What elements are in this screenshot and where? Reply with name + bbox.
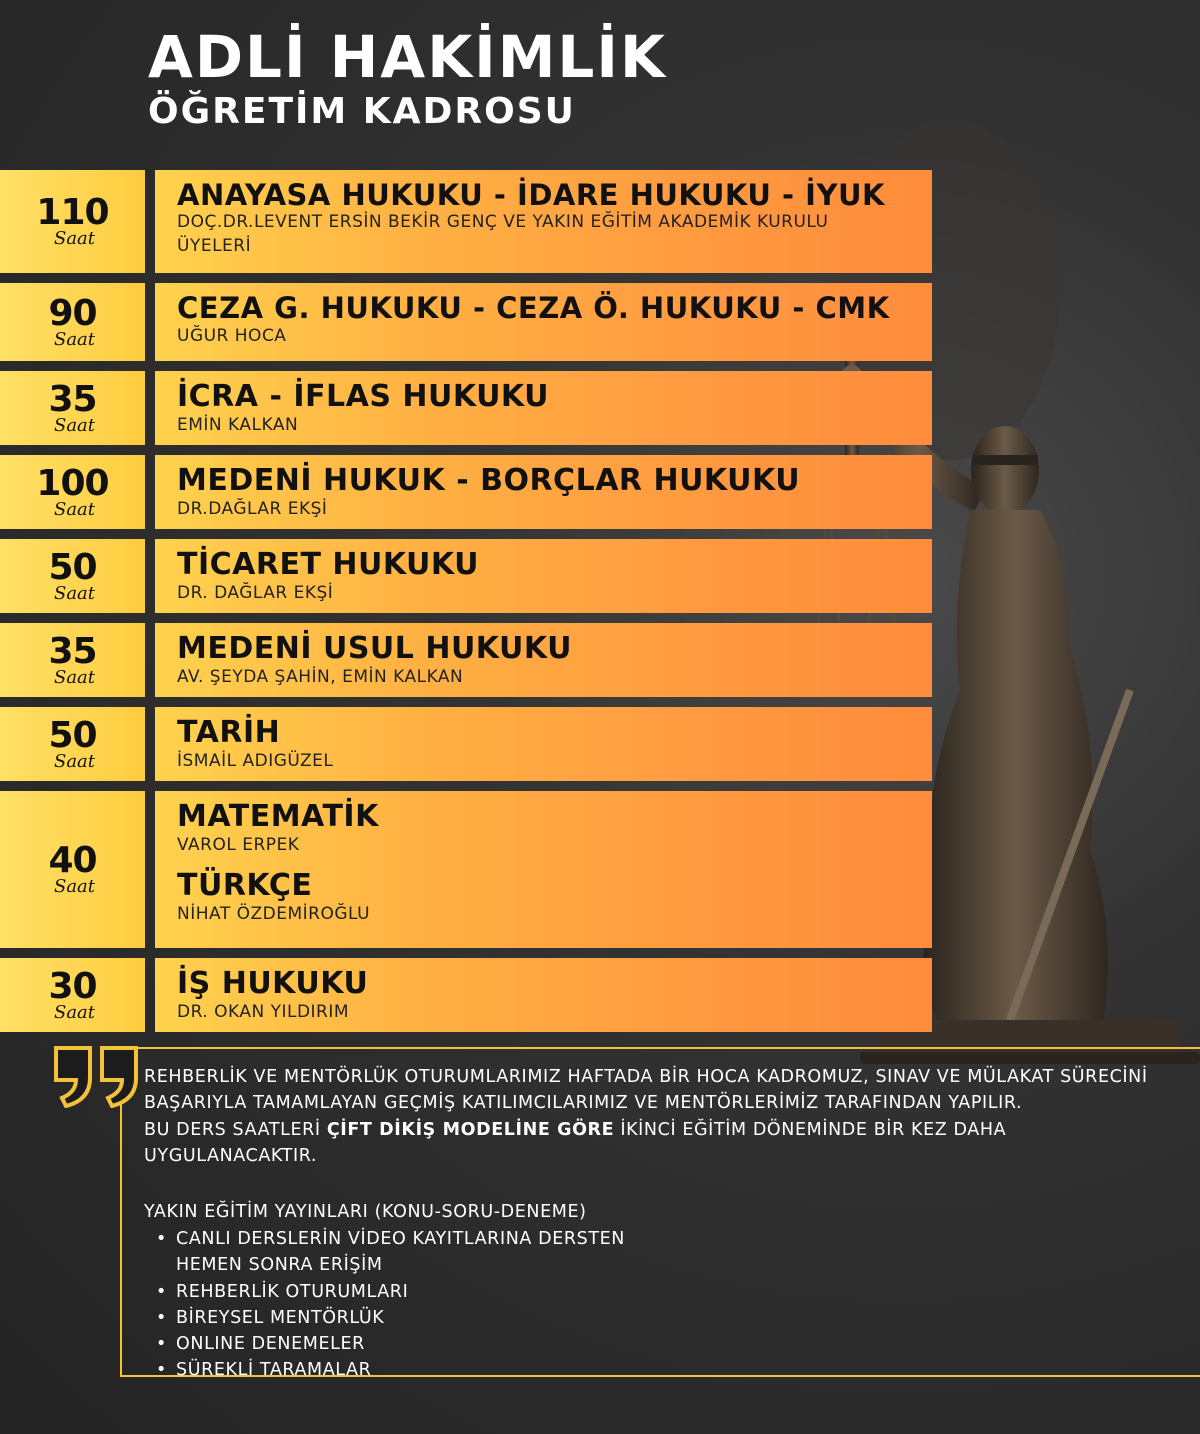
hours-value: 90 [48,292,97,334]
info-paragraphs [144,1064,1154,1169]
info-paragraph-2-post: İKİNCİ EĞİTİM DÖNEMİNDE BİR KEZ DAHA UYGULANACAKTIR. [144,1119,1007,1166]
course-teacher-2: NİHAT ÖZDEMİROĞLU [177,904,371,925]
info-paragraph-2-pre: BU DERS SAATLERİ [144,1119,327,1140]
course-row-icra [0,371,932,445]
hours-value: 35 [48,378,97,420]
hours-badge [0,455,145,529]
course-teacher: DR. DAĞLAR EKŞİ [177,583,334,604]
hours-badge [0,283,145,361]
hours-value: 110 [36,192,109,234]
hours-badge [0,791,145,948]
hours-badge [0,623,145,697]
course-row-anayasa [0,170,932,273]
info-paragraph-2 [144,1117,1154,1170]
hours-badge [0,539,145,613]
course-name: İCRA - İFLAS HUKUKU [177,379,550,414]
course-row-matematik-turkce [0,791,932,948]
course-name: İŞ HUKUKU [177,966,369,1001]
title-line-2: ÖĞRETİM KADROSU [148,91,576,132]
course-row-ticaret [0,539,932,613]
hours-value: 40 [48,840,97,882]
course-name: ANAYASA HUKUKU - İDARE HUKUKU - İYUK [177,178,885,212]
course-row-medeni-usul [0,623,932,697]
hours-unit: Saat [53,498,96,520]
course-info [155,791,932,948]
title-line-1: ADLİ HAKİMLİK [148,23,667,91]
info-paragraph-1: REHBERLİK VE MENTÖRLÜK OTURUMLARIMIZ HAFTADA BİR HOCA KADROMUZ, SINAV VE MÜLAKAT SÜRECİNİ BAŞARIYLA TAMAMLAYAN GEÇMİŞ KATILIMCILARIMIZ VE MENTÖRLERİMİZ TARAFINDAN YAPILIR. [144,1067,1148,1114]
course-info [155,455,932,529]
hours-unit: Saat [53,582,96,604]
list-title: YAKIN EĞİTİM YAYINLARI (KONU-SORU-DENEME) [144,1202,587,1222]
course-teacher: EMİN KALKAN [177,415,299,436]
course-teacher: İSMAİL ADIGÜZEL [177,751,334,772]
course-info [155,958,932,1032]
course-name: CEZA G. HUKUKU - CEZA Ö. HUKUKU - CMK [177,291,890,325]
hours-unit: Saat [53,876,96,898]
course-name-2: TÜRKÇE [177,868,313,904]
list-item: • REHBERLİK OTURUMLARI [156,1279,676,1305]
course-teacher: DR.DAĞLAR EKŞİ [177,499,328,520]
hours-unit: Saat [53,414,96,436]
course-name: MEDENİ USUL HUKUKU [177,631,572,666]
list-item: • BİREYSEL MENTÖRLÜK [156,1305,676,1331]
course-teacher: DOÇ.DR.LEVENT ERSİN BEKİR GENÇ VE YAKIN EĞİTİM AKADEMİK KURULU ÜYELERİ [177,212,829,257]
benefits-list [156,1226,676,1384]
hours-unit: Saat [53,1001,96,1023]
list-item: • CANLI DERSLERİN VİDEO KAYITLARINA DERSTEN HEMEN SONRA ERİŞİM [156,1226,676,1279]
course-teacher: UĞUR HOCA [177,326,287,347]
course-name: MEDENİ HUKUK - BORÇLAR HUKUKU [177,463,801,498]
course-info [155,707,932,781]
hours-value: 50 [48,546,97,588]
list-item: • ONLINE DENEMELER [156,1331,676,1357]
course-info [155,371,932,445]
hours-badge [0,958,145,1032]
course-info [155,283,932,361]
page-title [148,23,667,132]
course-name: TARİH [177,715,281,750]
hours-badge [0,371,145,445]
hours-badge [0,170,145,273]
course-row-ceza [0,283,932,361]
course-row-is-hukuku [0,958,932,1032]
list-item: • SÜREKLİ TARAMALAR [156,1357,676,1383]
hours-value: 35 [48,630,97,672]
course-teacher: VAROL ERPEK [177,835,300,856]
course-teacher: DR. OKAN YILDIRIM [177,1002,350,1023]
course-name: TİCARET HUKUKU [177,547,479,582]
course-info [155,623,932,697]
hours-value: 30 [48,965,97,1007]
course-info [155,539,932,613]
course-info [155,170,932,273]
hours-value: 50 [48,714,97,756]
course-row-medeni [0,455,932,529]
hours-unit: Saat [53,750,96,772]
hours-unit: Saat [53,228,96,250]
hours-badge [0,707,145,781]
course-name: MATEMATİK [177,799,379,834]
hours-value: 100 [36,462,109,504]
course-teacher: AV. ŞEYDA ŞAHİN, EMİN KALKAN [177,667,464,688]
hours-unit: Saat [53,328,96,350]
info-paragraph-2-bold: ÇİFT DİKİŞ MODELİNE GÖRE [326,1119,615,1140]
course-row-tarih [0,707,932,781]
quote-icon [52,1044,142,1108]
hours-unit: Saat [53,666,96,688]
